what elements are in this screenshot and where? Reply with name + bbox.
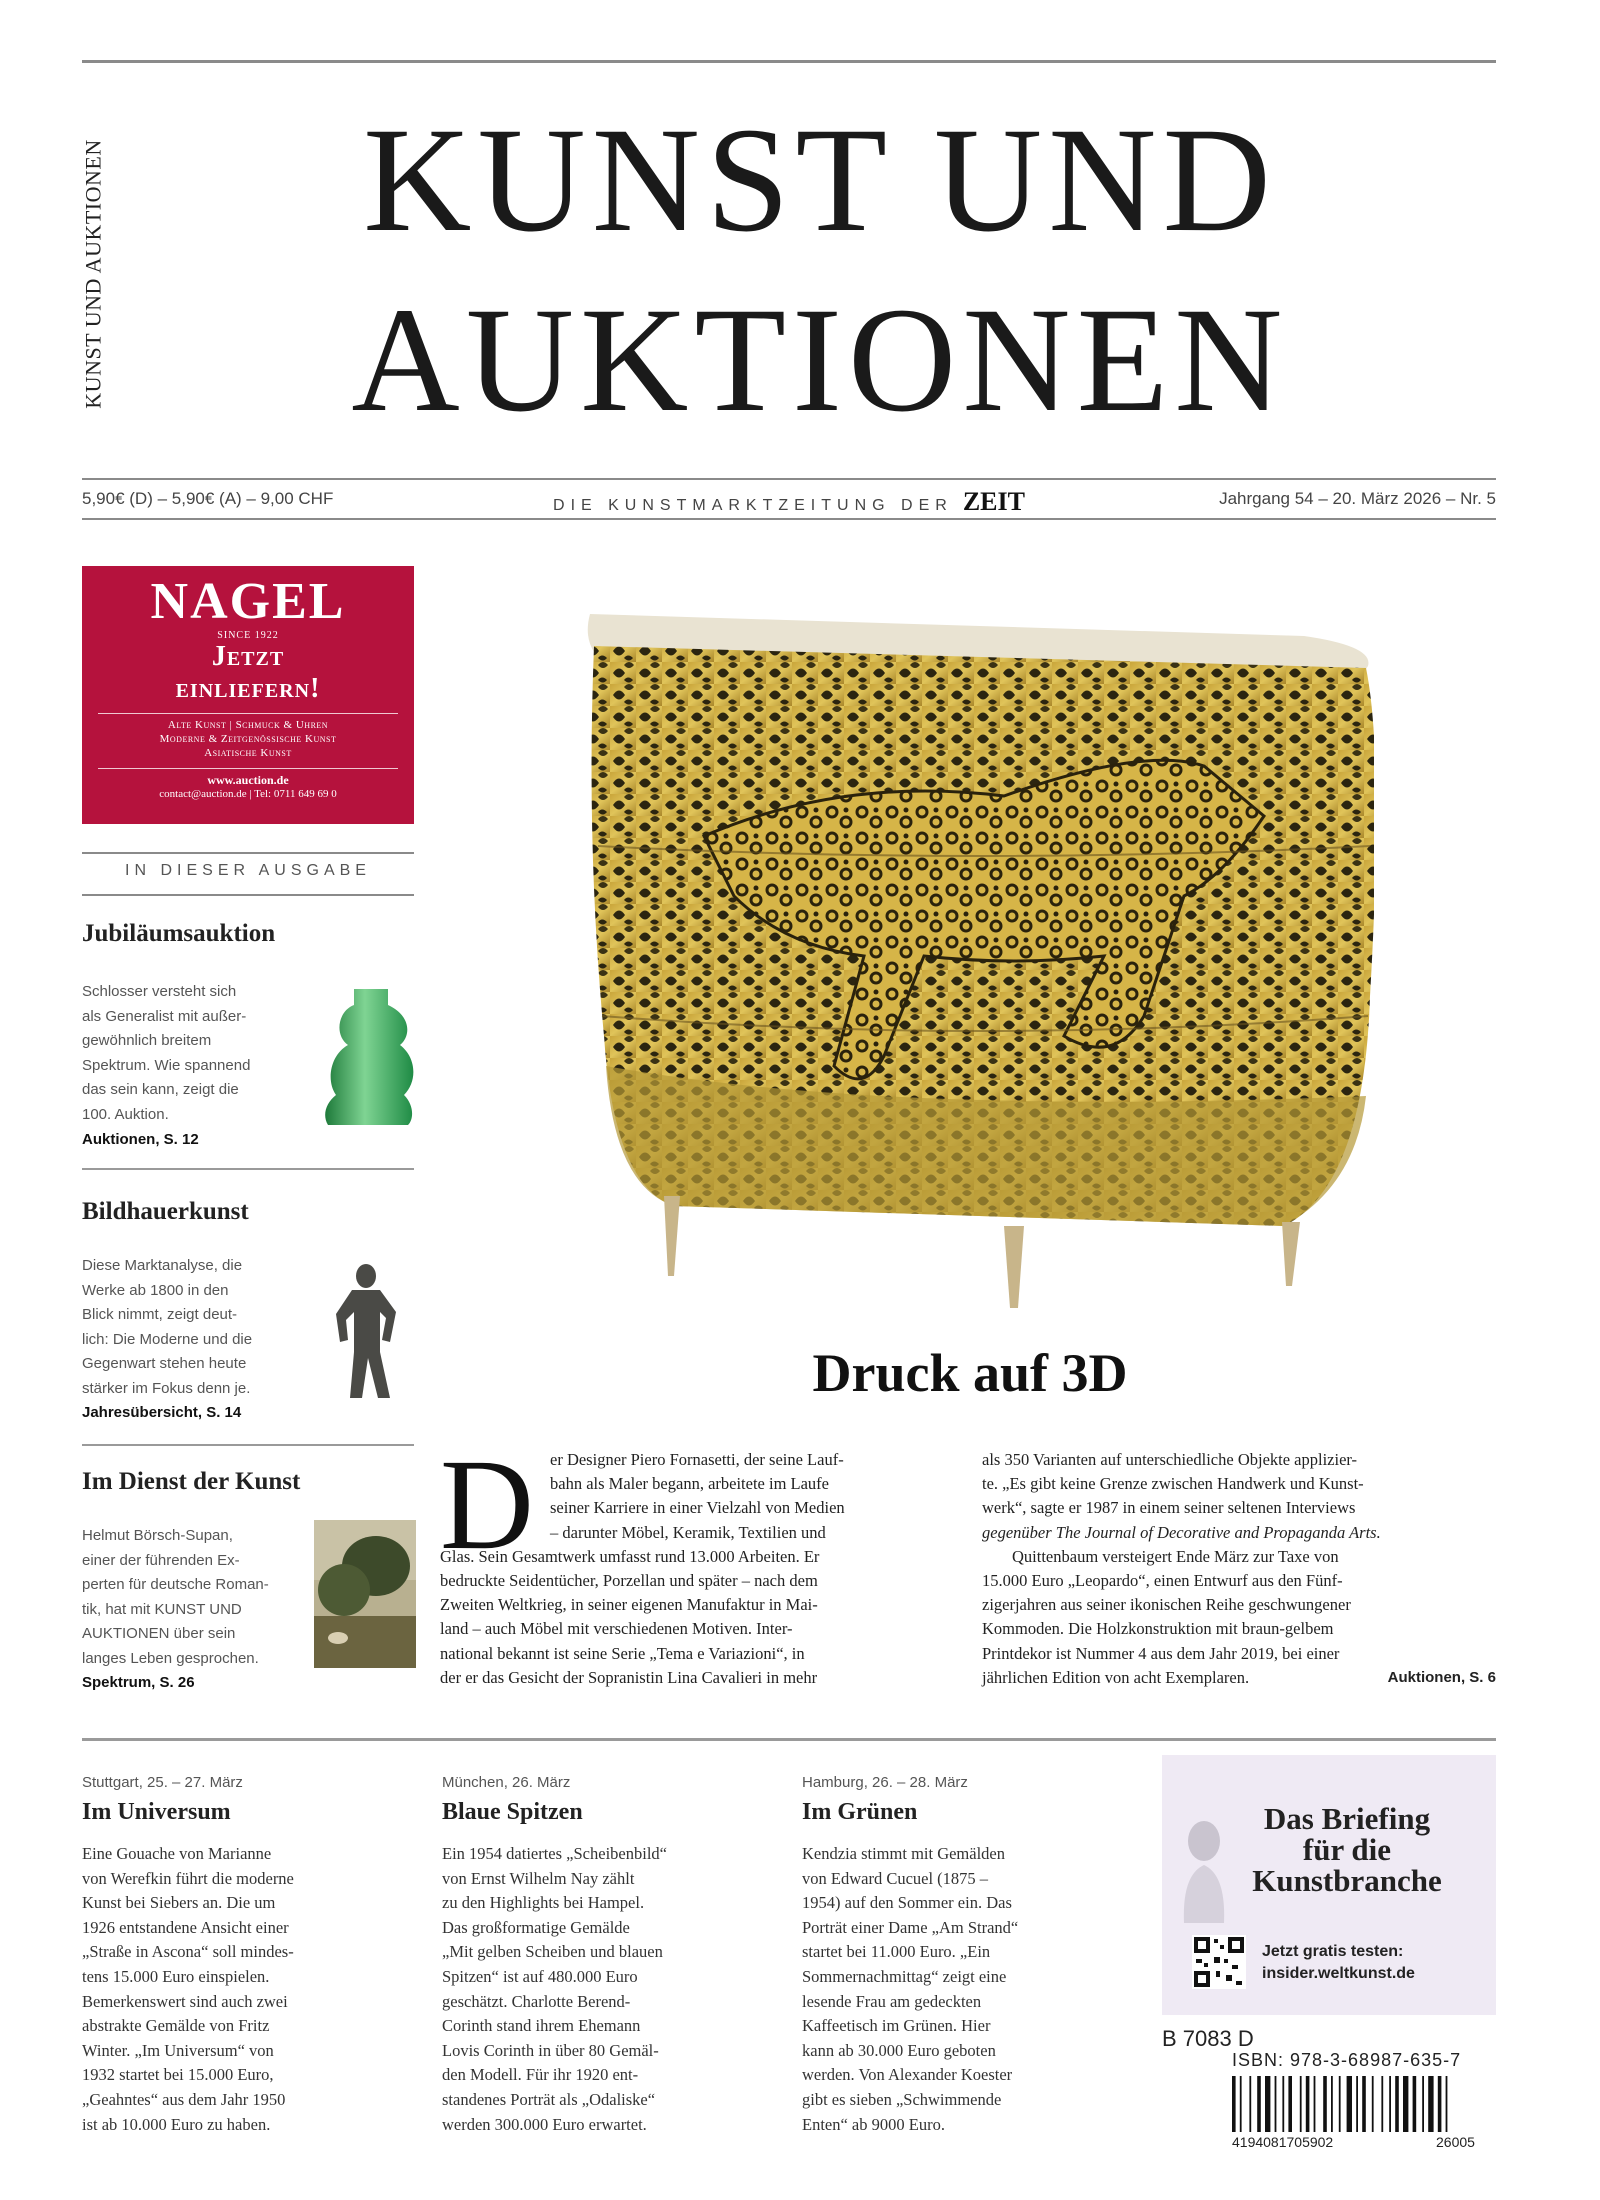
event-text bbox=[82, 1842, 402, 2137]
barcode-bar bbox=[1395, 2076, 1399, 2132]
tagline-text: DIE KUNSTMARKTZEITUNG DER bbox=[553, 497, 953, 514]
event-line: Winter. „Im Universum“ von bbox=[82, 2040, 274, 2060]
event-title[interactable]: Blaue Spitzen bbox=[442, 1799, 583, 1825]
article-line: bahn als Maler begann, arbeitete im Laufe bbox=[550, 1474, 830, 1494]
article-line: Quittenbaum versteigert Ende März zur Taxe von bbox=[1012, 1546, 1339, 1566]
teaser-line: einer der führenden Ex- bbox=[82, 1551, 240, 1569]
event-line: von Edward Cucuel (1875 – bbox=[802, 1868, 989, 1888]
ad-website[interactable]: www.auction.de bbox=[207, 773, 289, 787]
barcode-bar bbox=[1403, 2076, 1408, 2132]
barcode-bar bbox=[1306, 2076, 1310, 2132]
event-title[interactable]: Im Grünen bbox=[802, 1799, 918, 1825]
event-line: werden 300.000 Euro erwartet. bbox=[442, 2114, 647, 2134]
event-line: von Werefkin führt die moderne bbox=[82, 1868, 294, 1888]
event-line: lesende Frau am gedeckten bbox=[802, 1991, 982, 2011]
promo-insider-weltkunst[interactable] bbox=[1162, 1755, 1496, 2015]
event-place-date: Hamburg, 26. – 28. März bbox=[802, 1774, 968, 1791]
event-line: 1926 entstandene Ansicht einer bbox=[82, 1917, 289, 1937]
ad-contact: contact@auction.de | Tel: 0711 649 69 0 bbox=[159, 788, 337, 800]
promo-cta-line: Jetzt gratis testen: bbox=[1262, 1943, 1404, 1960]
article-line: – darunter Möbel, Keramik, Textilien und bbox=[550, 1522, 826, 1542]
barcode-bar bbox=[1249, 2076, 1251, 2132]
article-line: national bekannt ist seine Serie „Tema e Variazioni“, in bbox=[440, 1643, 805, 1663]
barcode-bar bbox=[1422, 2076, 1424, 2132]
event-line: Ein 1954 datiertes „Scheibenbild“ bbox=[442, 1844, 667, 1863]
barcode-bar bbox=[1314, 2076, 1316, 2132]
teaser-text bbox=[82, 1254, 287, 1401]
green-glass-vase-image bbox=[312, 985, 416, 1125]
masthead-rule-lower bbox=[82, 518, 1496, 520]
ad-since: SINCE 1922 bbox=[217, 630, 279, 641]
event-line: Kunst bei Siebers an. Die um bbox=[82, 1893, 276, 1913]
article-line: Glas. Sein Gesamtwerk umfasst rund 13.000 Arbeiten. Er bbox=[440, 1546, 820, 1566]
barcode-bar bbox=[1438, 2076, 1442, 2132]
teaser-line: perten für deutsche Roman- bbox=[82, 1576, 269, 1593]
barcode-bar bbox=[1275, 2076, 1277, 2132]
teaser-title[interactable]: Im Dienst der Kunst bbox=[82, 1468, 301, 1495]
event-title[interactable]: Im Universum bbox=[82, 1799, 231, 1825]
teaser-line: Werke ab 1800 in den bbox=[82, 1281, 229, 1299]
contents-rule-bottom bbox=[82, 894, 414, 896]
barcode-bar bbox=[1413, 2076, 1417, 2132]
event-place-date: Stuttgart, 25. – 27. März bbox=[82, 1774, 243, 1791]
article-line: er Designer Piero Fornasetti, der seine Lauf- bbox=[550, 1450, 844, 1469]
teaser-line: lich: Die Moderne und die bbox=[82, 1330, 253, 1348]
event-line: Kendzia stimmt mit Gemälden bbox=[802, 1844, 1005, 1863]
ean-number: 4194081705902 bbox=[1232, 2134, 1334, 2150]
qr-code-icon[interactable] bbox=[1192, 1935, 1246, 1989]
barcode-bar bbox=[1282, 2076, 1284, 2132]
article-line: Kommoden. Die Holzkonstruktion mit braun-gelbem bbox=[982, 1619, 1334, 1639]
promo-title-line: für die bbox=[1302, 1832, 1392, 1867]
event-line: Spitzen“ ist auf 480.000 Euro bbox=[442, 1966, 638, 1986]
teaser-line: Blick nimmt, zeigt deut- bbox=[82, 1306, 238, 1323]
barcode-bar bbox=[1372, 2076, 1374, 2132]
event-text bbox=[442, 1842, 762, 2137]
article-line: te. „Es gibt keine Grenze zwischen Handwerk und Kunst- bbox=[982, 1474, 1364, 1494]
article-column-2 bbox=[982, 1448, 1496, 1690]
event-line: 1932 startet bei 15.000 Euro, bbox=[82, 2065, 274, 2085]
event-line: „Mit gelben Scheiben und blauen bbox=[442, 1942, 663, 1962]
barcode-bar bbox=[1257, 2076, 1261, 2132]
ad-category-line1: Alte Kunst | Schmuck & Uhren bbox=[167, 719, 329, 731]
event-line: Sommernachmittag“ zeigt eine bbox=[802, 1966, 1007, 1986]
teaser-line: langes Leben gesprochen. bbox=[82, 1649, 259, 1667]
event-line: „Straße in Ascona“ soll mindes- bbox=[82, 1942, 294, 1962]
hero-commode-image bbox=[584, 596, 1374, 1316]
dateline bbox=[82, 487, 1496, 515]
article-last-line bbox=[982, 1666, 1496, 1690]
event-line: Kaffeetisch im Grünen. Hier bbox=[802, 2016, 991, 2036]
article-line: der er das Gesicht der Sopranistin Lina Cavalieri in mehr bbox=[440, 1667, 818, 1687]
teaser-line: 100. Auktion. bbox=[82, 1105, 169, 1123]
event-line: gibt es sieben „Schwimmende bbox=[802, 2089, 1002, 2109]
event-line: abstrakte Gemälde von Fritz bbox=[82, 2016, 270, 2036]
teaser-title[interactable]: Bildhauerkunst bbox=[82, 1198, 249, 1225]
masthead-title-line2: AUKTIONEN bbox=[351, 277, 1289, 443]
teaser-page-ref[interactable]: Spektrum, S. 26 bbox=[82, 1674, 195, 1691]
promo-cta[interactable] bbox=[1262, 1941, 1415, 1985]
barcode-bar bbox=[1232, 2076, 1236, 2132]
event-line: kann ab 30.000 Euro geboten bbox=[802, 2040, 996, 2060]
teaser-line: Diese Marktanalyse, die bbox=[82, 1257, 243, 1274]
event-line: zu den Highlights bei Hampel. bbox=[442, 1893, 645, 1913]
barcode-bar bbox=[1428, 2076, 1433, 2132]
article-headline[interactable]: Druck auf 3D bbox=[812, 1343, 1128, 1403]
event-line: den Modell. Für ihr 1920 ent- bbox=[442, 2065, 639, 2085]
drop-cap: D bbox=[440, 1433, 534, 1577]
barcode-bar bbox=[1265, 2076, 1270, 2132]
price: 5,90€ (D) – 5,90€ (A) – 9,00 CHF bbox=[82, 489, 334, 508]
vertical-title-text: KUNST UND AUKTIONEN bbox=[81, 139, 107, 409]
ad-category-line3: Asiatische Kunst bbox=[204, 747, 292, 759]
landscape-painting-image bbox=[314, 1520, 416, 1668]
teaser-line: Helmut Börsch-Supan, bbox=[82, 1527, 233, 1544]
event-line: standenes Porträt als „Odaliske“ bbox=[442, 2089, 656, 2109]
event-line: tens 15.000 Euro einspielen. bbox=[82, 1966, 270, 1986]
teaser-line: Schlosser versteht sich bbox=[82, 983, 237, 1000]
teaser-page-ref[interactable]: Jahresübersicht, S. 14 bbox=[82, 1404, 242, 1421]
ad-divider bbox=[98, 713, 398, 714]
barcode-bar bbox=[1362, 2076, 1366, 2132]
teaser-text bbox=[82, 980, 287, 1127]
barcode-bar bbox=[1347, 2076, 1352, 2132]
barcode-bar bbox=[1381, 2076, 1383, 2132]
barcode-bar bbox=[1356, 2076, 1358, 2132]
teaser-line: tik, hat mit KUNST UND bbox=[82, 1600, 242, 1618]
section-divider bbox=[82, 1444, 414, 1446]
article-line: land – auch Möbel mit verschiedenen Motiven. Inter- bbox=[440, 1619, 793, 1639]
tagline-brand: ZEIT bbox=[962, 487, 1025, 516]
ad-category-line2: Moderne & Zeitgenössische Kunst bbox=[159, 733, 337, 745]
section-divider bbox=[82, 1168, 414, 1170]
barcode-bar bbox=[1288, 2076, 1292, 2132]
teaser-line: stärker im Fokus denn je. bbox=[82, 1379, 251, 1397]
event-line: werden. Von Alexander Koester bbox=[802, 2065, 1013, 2085]
event-line: Eine Gouache von Marianne bbox=[82, 1844, 272, 1863]
barcode-bar bbox=[1240, 2076, 1242, 2132]
article-line: Zweiten Weltkrieg, in seiner eigenen Manufaktur in Mai- bbox=[440, 1595, 818, 1615]
barcode-bar bbox=[1389, 2076, 1391, 2132]
event-text bbox=[802, 1842, 1102, 2137]
ad-cta-line2: einliefern! bbox=[175, 673, 321, 704]
teaser-line: das sein kann, zeigt die bbox=[82, 1081, 239, 1098]
barcode-icon bbox=[1232, 2076, 1496, 2132]
ad-brand-name: NAGEL bbox=[150, 573, 346, 630]
event-line: Corinth stand ihrem Ehemann bbox=[442, 2016, 641, 2036]
advertisement-nagel[interactable] bbox=[82, 566, 414, 824]
teaser-line: gewöhnlich breitem bbox=[82, 1032, 212, 1049]
barcode-bar bbox=[1323, 2076, 1327, 2132]
event-line: Bemerkenswert sind auch zwei bbox=[82, 1991, 288, 2011]
teaser-line: Spektrum. Wie spannend bbox=[82, 1056, 251, 1074]
teaser-text bbox=[82, 1524, 287, 1671]
teaser-title[interactable]: Jubiläumsauktion bbox=[82, 920, 276, 947]
event-line: Enten“ ab 9000 Euro. bbox=[802, 2114, 945, 2134]
event-line: ist ab 10.000 Euro zu haben. bbox=[82, 2114, 271, 2134]
contents-rule-top bbox=[82, 852, 414, 854]
teaser-page-ref[interactable]: Auktionen, S. 12 bbox=[82, 1131, 199, 1148]
top-rule bbox=[82, 60, 1496, 63]
event-place-date: München, 26. März bbox=[442, 1774, 571, 1791]
teaser-line: AUKTIONEN über sein bbox=[82, 1625, 236, 1642]
article-line: jährlichen Edition von acht Exemplaren. bbox=[982, 1667, 1250, 1687]
ean-addon: 26005 bbox=[1436, 2134, 1475, 2150]
bronze-sculpture-image bbox=[318, 1262, 416, 1402]
promo-title-line: Kunstbranche bbox=[1252, 1863, 1442, 1898]
issue-info: Jahrgang 54 – 20. März 2026 – Nr. 5 bbox=[1219, 489, 1496, 508]
article-line: als 350 Varianten auf unterschiedliche Objekte applizier- bbox=[982, 1450, 1358, 1469]
article-line: Printdekor ist Nummer 4 aus dem Jahr 2019, bei einer bbox=[982, 1643, 1340, 1663]
event-line: startet bei 11.000 Euro. „Ein bbox=[802, 1942, 991, 1962]
article-line: 15.000 Euro „Leopardo“, einen Entwurf aus den Fünf- bbox=[982, 1571, 1343, 1591]
ad-cta-line1: Jetzt bbox=[211, 641, 285, 672]
article-page-ref[interactable]: Auktionen, S. 6 bbox=[1387, 1668, 1496, 1686]
barcode-bar bbox=[1446, 2076, 1448, 2132]
article-line: gegenüber The Journal of Decorative and Propaganda Arts. bbox=[982, 1522, 1381, 1542]
bottom-section-rule bbox=[82, 1738, 1496, 1741]
isbn: ISBN: 978-3-68987-635-7 bbox=[1232, 2050, 1462, 2070]
article-line: bedruckte Seidentücher, Porzellan und später – nach dem bbox=[440, 1571, 818, 1591]
article-line: werk“, sagte er 1987 in einem seiner seltenen Interviews bbox=[982, 1498, 1356, 1518]
article-line: zigerjahren aus seiner ikonischen Reihe geschwungener bbox=[982, 1595, 1351, 1615]
article-line: seiner Karriere in einer Vielzahl von Medien bbox=[550, 1498, 845, 1518]
event-line: 1954) auf den Sommer ein. Das bbox=[802, 1893, 1012, 1913]
teaser-line: Gegenwart stehen heute bbox=[82, 1355, 247, 1372]
event-line: Porträt einer Dame „Am Strand“ bbox=[802, 1917, 1019, 1937]
contents-heading: IN DIESER AUSGABE bbox=[125, 862, 371, 879]
barcode-bar bbox=[1339, 2076, 1341, 2132]
promo-title-line: Das Briefing bbox=[1263, 1801, 1431, 1836]
promo-cta-url[interactable]: insider.weltkunst.de bbox=[1262, 1965, 1415, 1982]
promo-title bbox=[1212, 1803, 1482, 1896]
event-line: „Geahntes“ aus dem Jahr 1950 bbox=[82, 2089, 286, 2109]
vertical-title bbox=[78, 90, 110, 458]
article-column-1 bbox=[440, 1448, 955, 1690]
event-line: von Ernst Wilhelm Nay zählt bbox=[442, 1868, 635, 1888]
event-line: Das großformatige Gemälde bbox=[442, 1917, 630, 1937]
teaser-line: als Generalist mit außer- bbox=[82, 1007, 247, 1025]
event-line: geschätzt. Charlotte Berend- bbox=[442, 1991, 631, 2011]
ad-divider bbox=[98, 768, 398, 769]
publication-code: B 7083 D bbox=[1162, 2026, 1254, 2051]
barcode-bar bbox=[1331, 2076, 1333, 2132]
barcode-bar bbox=[1300, 2076, 1302, 2132]
event-line: Lovis Corinth in über 80 Gemäl- bbox=[442, 2040, 659, 2060]
masthead-title-line1: KUNST UND bbox=[363, 97, 1277, 263]
masthead-rule-upper bbox=[82, 478, 1496, 480]
